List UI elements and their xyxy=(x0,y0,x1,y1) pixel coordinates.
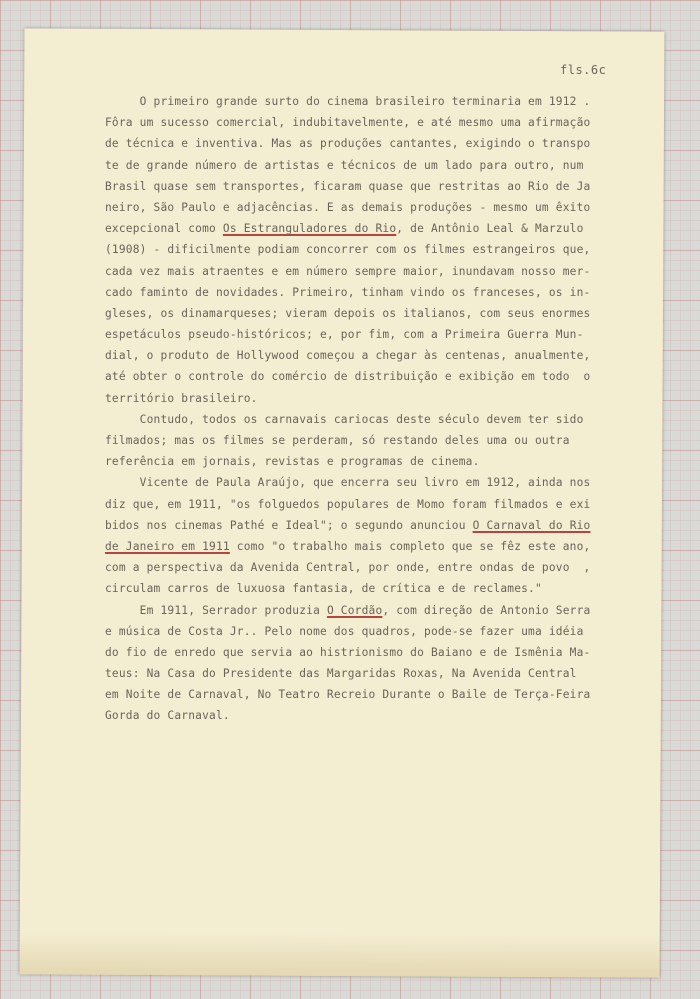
text-line xyxy=(105,197,625,218)
text-segment: , com direção de Antonio Serra xyxy=(382,603,591,617)
underlined-title: O Cordão xyxy=(326,603,383,617)
text-line xyxy=(105,642,625,663)
text-segment: Em 1911, Serrador produzia xyxy=(105,603,327,617)
text-line xyxy=(105,430,625,451)
text-segment: circulam carros de luxuosa fantasia, de crítica e de reclames." xyxy=(105,582,542,596)
text-line xyxy=(105,684,625,705)
text-segment: Brasil quase sem transportes, ficaram quase que restritas ao Rio de Ja xyxy=(105,179,591,193)
text-segment: te de grande número de artistas e técnicos de um lado para outro, num xyxy=(105,158,584,172)
text-segment: Gorda do Carnaval. xyxy=(105,709,230,723)
text-line xyxy=(105,155,625,176)
text-line xyxy=(105,705,625,726)
text-line xyxy=(105,303,625,324)
text-line xyxy=(105,621,625,642)
text-line xyxy=(105,515,625,536)
text-segment: teus: Na Casa do Presidente das Margaridas Roxas, Na Avenida Central xyxy=(105,667,577,681)
text-line xyxy=(105,494,625,515)
text-segment: excepcional como xyxy=(105,222,223,236)
underlined-title: O Carnaval do Rio xyxy=(472,518,591,532)
text-segment: cado faminto de novidades. Primeiro, tinham vindo os franceses, os in- xyxy=(105,285,591,299)
text-segment: até obter o controle do comércio de distribuição e exibição em todo o xyxy=(105,370,591,384)
text-line xyxy=(105,345,625,366)
text-line xyxy=(105,409,625,430)
text-segment: de técnica e inventiva. Mas as produções cantantes, exigindo o transpo xyxy=(105,137,591,151)
text-segment: diz que, em 1911, "os folguedos populares de Momo foram filmados e exi xyxy=(105,497,591,511)
text-line xyxy=(105,239,625,260)
text-line xyxy=(105,663,625,684)
text-line xyxy=(105,472,625,493)
text-segment: cada vez mais atraentes e em número sempre maior, inundavam nosso mer- xyxy=(105,264,591,278)
text-line xyxy=(105,133,625,154)
paper-stain xyxy=(20,932,660,977)
text-line xyxy=(105,282,625,303)
underlined-title: de Janeiro em 1911 xyxy=(105,539,230,553)
text-segment: com a perspectiva da Avenida Central, por onde, entre ondas de povo , xyxy=(105,561,591,575)
text-segment: espetáculos pseudo-históricos; e, por fim, com a Primeira Guerra Mun- xyxy=(105,328,584,342)
text-segment: , de Antônio Leal & Marzulo xyxy=(396,222,584,236)
text-segment: O primeiro grande surto do cinema brasileiro terminaria em 1912 . xyxy=(105,95,591,108)
text-line xyxy=(105,600,625,621)
text-segment: filmados; mas os filmes se perderam, só restando deles uma ou outra xyxy=(105,434,570,447)
text-segment: em Noite de Carnaval, No Teatro Recreio Durante o Baile de Terça-Feira xyxy=(105,688,591,702)
text-segment: e música de Costa Jr.. Pelo nome dos quadros, pode-se fazer uma idéia xyxy=(105,624,584,638)
text-line xyxy=(105,112,625,133)
text-segment: bidos nos cinemas Pathé e Ideal"; o segundo anunciou xyxy=(105,518,473,532)
text-line xyxy=(105,388,625,409)
underlined-title: Os Estranguladores do Rio xyxy=(222,222,397,236)
text-segment: gleses, os dinamarqueses; vieram depois os italianos, com seus enormes xyxy=(105,306,591,320)
text-line xyxy=(105,366,625,387)
text-segment: do fio de enredo que servia ao histrionismo do Baiano e de Ismênia Ma- xyxy=(105,645,591,659)
text-segment: Fôra um sucesso comercial, indubitavelmente, e até mesmo uma afirmação xyxy=(105,116,591,130)
text-segment: como "o trabalho mais completo que se fêz este ano, xyxy=(229,539,591,553)
text-line xyxy=(105,218,625,239)
text-line xyxy=(105,557,625,578)
text-segment: dial, o produto de Hollywood começou a chegar às centenas, anualmente, xyxy=(105,349,591,363)
text-line xyxy=(105,176,625,197)
text-line xyxy=(105,536,625,557)
text-line xyxy=(105,578,625,599)
text-segment: território brasileiro. xyxy=(105,391,258,405)
text-line xyxy=(105,451,625,472)
typed-text-body xyxy=(105,91,625,727)
page-number: fls.6c xyxy=(560,63,607,77)
text-segment: Contudo, todos os carnavais cariocas deste século devem ter sido xyxy=(105,412,584,426)
text-line xyxy=(105,91,625,112)
text-segment: referência em jornais, revistas e programas de cinema. xyxy=(105,455,480,469)
text-segment: neiro, São Paulo e adjacências. E as demais produções - mesmo um êxito xyxy=(105,200,591,214)
text-segment: Vicente de Paula Araújo, que encerra seu livro em 1912, ainda nos xyxy=(105,476,591,490)
text-line xyxy=(105,261,625,282)
text-segment: (1908) - dificilmente podiam concorrer com os filmes estrangeiros que, xyxy=(105,243,591,257)
text-line xyxy=(105,324,625,345)
